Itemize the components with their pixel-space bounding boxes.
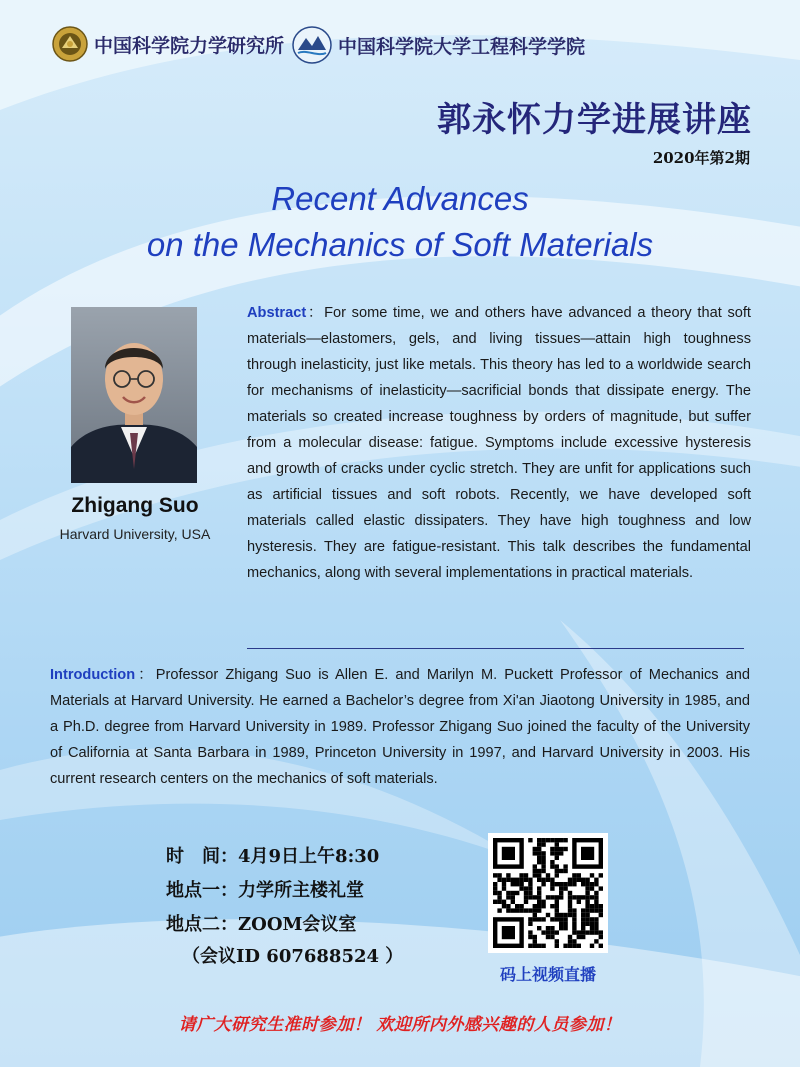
cas-institute-of-mechanics-seal-icon xyxy=(52,26,88,62)
issue-number: 2020年第2期 xyxy=(652,149,750,167)
speaker-name: Zhigang Suo xyxy=(71,494,199,517)
qr-code-icon[interactable] xyxy=(488,833,608,953)
introduction-text: Professor Zhigang Suo is Allen E. and Marilyn M. Puckett Professor of Mechanics and Materials at Harvard University. He earned a Bachelor’s degree from Xi'an Jiaotong University in 1985, and a Ph.D. degree from Harvard University in 1989. Professor Zhigang Suo joined the faculty of the University of California at Santa Barbara in 1989, Princeton University in 1997, and Harvard University in 2003. His current research centers on the mechanics of soft materials. xyxy=(50,667,750,787)
abstract-label: Abstract xyxy=(247,305,307,321)
ucas-engineering-name: 中国科学院大学工程科学学院 xyxy=(338,35,586,58)
event-venue-2: 地点二：ZOOM会议室 xyxy=(166,914,357,935)
speaker-portrait-icon xyxy=(71,307,197,483)
logo-cas-mechanics xyxy=(52,26,284,62)
talk-title-line1: Recent Advances xyxy=(271,180,529,217)
introduction-label: Introduction xyxy=(50,667,136,683)
abstract-separator: ： xyxy=(306,305,325,321)
event-venue-1: 地点一：力学所主楼礼堂 xyxy=(166,880,364,901)
abstract-text: For some time, we and others have advanced a theory that soft materials—elastomers, gels, and living tissues—attain high toughness through inelasticity, just like metals. This theory has led to a worldwide search for mechanisms of inelasticity—sacrificial bonds that dissipate energy. The materials so created increase toughness by orders of magnitude, but suffer from a molecular disease: fatigue. Symptoms include excessive hysteresis and growth of cracks under cyclic stretch. They are unfit for applications such as artificial tissues and soft robots. Recently, we have developed soft materials called elastic dissipaters. They have high toughness and low hysteresis. They are fatigue-resistant. This talk describes the fundamental mechanics, along with several implementations in practical materials. xyxy=(247,305,751,581)
abstract-block xyxy=(247,300,751,586)
cas-mechanics-name: 中国科学院力学研究所 xyxy=(94,34,285,57)
qr-caption: 码上视频直播 xyxy=(499,967,596,984)
speaker-affiliation: Harvard University, USA xyxy=(59,526,211,542)
ucas-engineering-school-seal-icon xyxy=(292,26,332,64)
meeting-id: （会议ID 607688524 ） xyxy=(182,946,404,967)
talk-title-line2: on the Mechanics of Soft Materials xyxy=(146,226,654,263)
qr-code-graphic xyxy=(488,833,608,953)
introduction-separator: ： xyxy=(135,667,156,683)
logo-ucas-engineering xyxy=(292,26,585,64)
event-time: 时 间：4月9日上午8:30 xyxy=(166,846,380,867)
introduction-block xyxy=(50,662,750,792)
invitation-text: 请广大研究生准时参加！ 欢迎所内外感兴趣的人员参加！ xyxy=(178,1015,622,1034)
section-divider xyxy=(247,648,744,649)
lecture-series-title: 郭永怀力学进展讲座 xyxy=(437,100,752,140)
